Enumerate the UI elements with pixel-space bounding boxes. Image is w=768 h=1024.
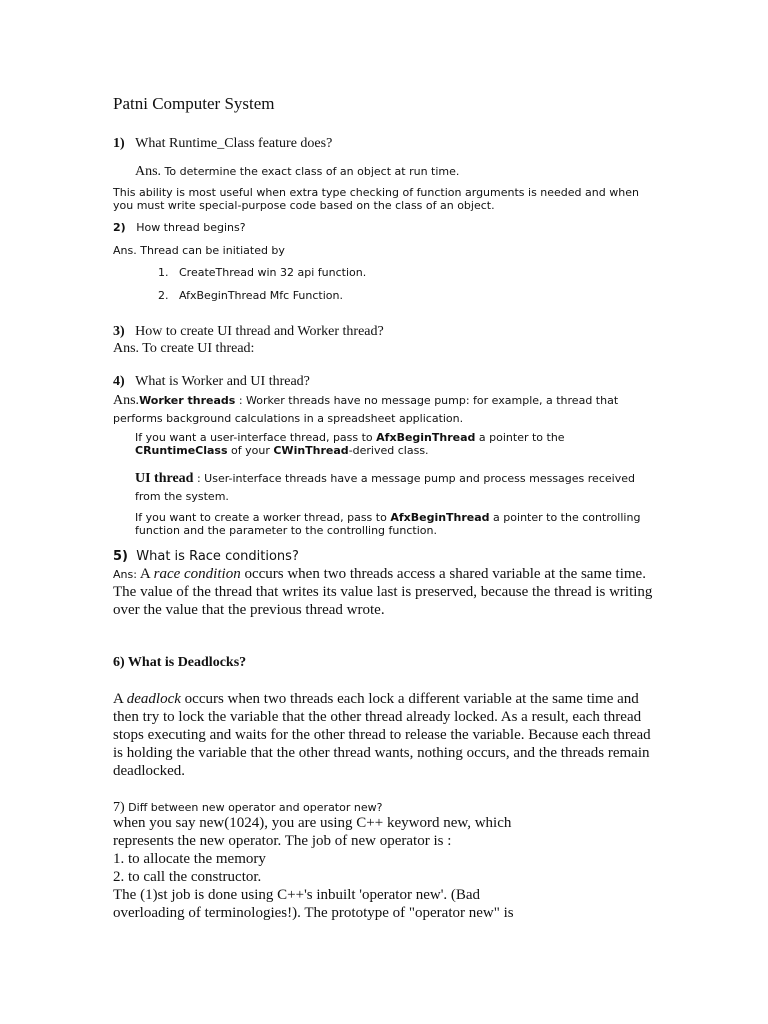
answer-line: when you say new(1024), you are using C++ keyword new, which [113, 815, 512, 831]
answer-label: Ans. [113, 393, 140, 408]
answer-line: overloading of terminologies!). The prototype of "operator new" is [113, 905, 514, 921]
question-1 [113, 136, 658, 152]
question-text: How thread begins? [136, 221, 246, 234]
term-race-condition: race condition [153, 566, 241, 582]
question-text: What Runtime_Class feature does? [135, 136, 333, 151]
answer-4-worker [113, 391, 658, 427]
question-number: 2) [113, 221, 126, 234]
answer-5: Ans: A race condition occurs when two threads access a shared variable at the same time. The value of the thread that writes its value last is preserved, because the thread is writing over the value that the previous thread wrote. [113, 566, 653, 618]
question-number: 1) [113, 136, 125, 151]
answer-label: Ans. [135, 164, 162, 179]
list-item [158, 289, 703, 302]
answer-1 [135, 162, 680, 180]
question-4 [113, 374, 658, 390]
answer-6: A deadlock occurs when two threads each lock a different variable at the same time and then try to lock the variable that the other thread already locked. As a result, each thread stops executing and waits for the other thread to release the variable. Because each thread is holding the variable that the other thread wants, nothing occurs, and the threads remain deadlocked. [113, 691, 651, 779]
answer-line: The (1)st job is done using C++'s inbuilt 'operator new'. (Bad [113, 887, 481, 903]
answer-7 [113, 814, 658, 922]
list-item [158, 266, 703, 279]
answer-label: Ans: [113, 568, 137, 581]
answer-3: Ans. To create UI thread: [113, 341, 255, 356]
question-3 [113, 324, 658, 340]
question-6: 6) What is Deadlocks? [113, 655, 247, 670]
question-number: 4) [113, 374, 125, 389]
answer-line: 1. to allocate the memory [113, 851, 266, 867]
worker-thread-instruction: If you want to create a worker thread, pass to AfxBeginThread a pointer to the controlling function and the parameter to the controlling function. [135, 511, 641, 537]
list-text: CreateThread win 32 api function. [179, 266, 367, 279]
list-number: 1. [158, 266, 169, 279]
term-worker-threads: Worker threads [139, 394, 236, 407]
ui-thread-text: : User-interface threads have a message pump and process messages received from the system. [135, 472, 635, 503]
question-number: 7) [113, 800, 125, 815]
ui-thread-instruction: If you want a user-interface thread, pass to AfxBeginThread a pointer to the CRuntimeClass of your CWinThread-derived class. [135, 431, 565, 457]
question-text: What is Worker and UI thread? [135, 374, 310, 389]
question-number: 5) [113, 549, 128, 564]
answer-text: To determine the exact class of an object at run time. [161, 165, 460, 178]
list-text: AfxBeginThread Mfc Function. [179, 289, 343, 302]
question-number: 3) [113, 324, 125, 339]
question-text: Diff between new operator and operator new? [124, 801, 383, 814]
ui-thread-definition [135, 469, 655, 505]
answer-1-paragraph: This ability is most useful when extra type checking of function arguments is needed and when you must write special-purpose code based on the class of an object. [113, 186, 639, 212]
question-text: What is Race conditions? [136, 549, 299, 564]
question-2 [113, 221, 658, 234]
worker-text: : Worker threads have no message pump: for example, a thread that performs background calculations in a spreadsheet application. [113, 394, 619, 425]
answer-2: Ans. Thread can be initiated by [113, 244, 285, 257]
question-5 [113, 549, 658, 564]
term-deadlock: deadlock [126, 691, 181, 707]
list-number: 2. [158, 289, 169, 302]
term-ui-thread: UI thread [135, 471, 194, 486]
question-text: How to create UI thread and Worker thread? [135, 324, 384, 339]
answer-line: 2. to call the constructor. [113, 869, 262, 885]
answer-line: represents the new operator. The job of new operator is : [113, 833, 452, 849]
page-title: Patni Computer System [113, 94, 275, 113]
